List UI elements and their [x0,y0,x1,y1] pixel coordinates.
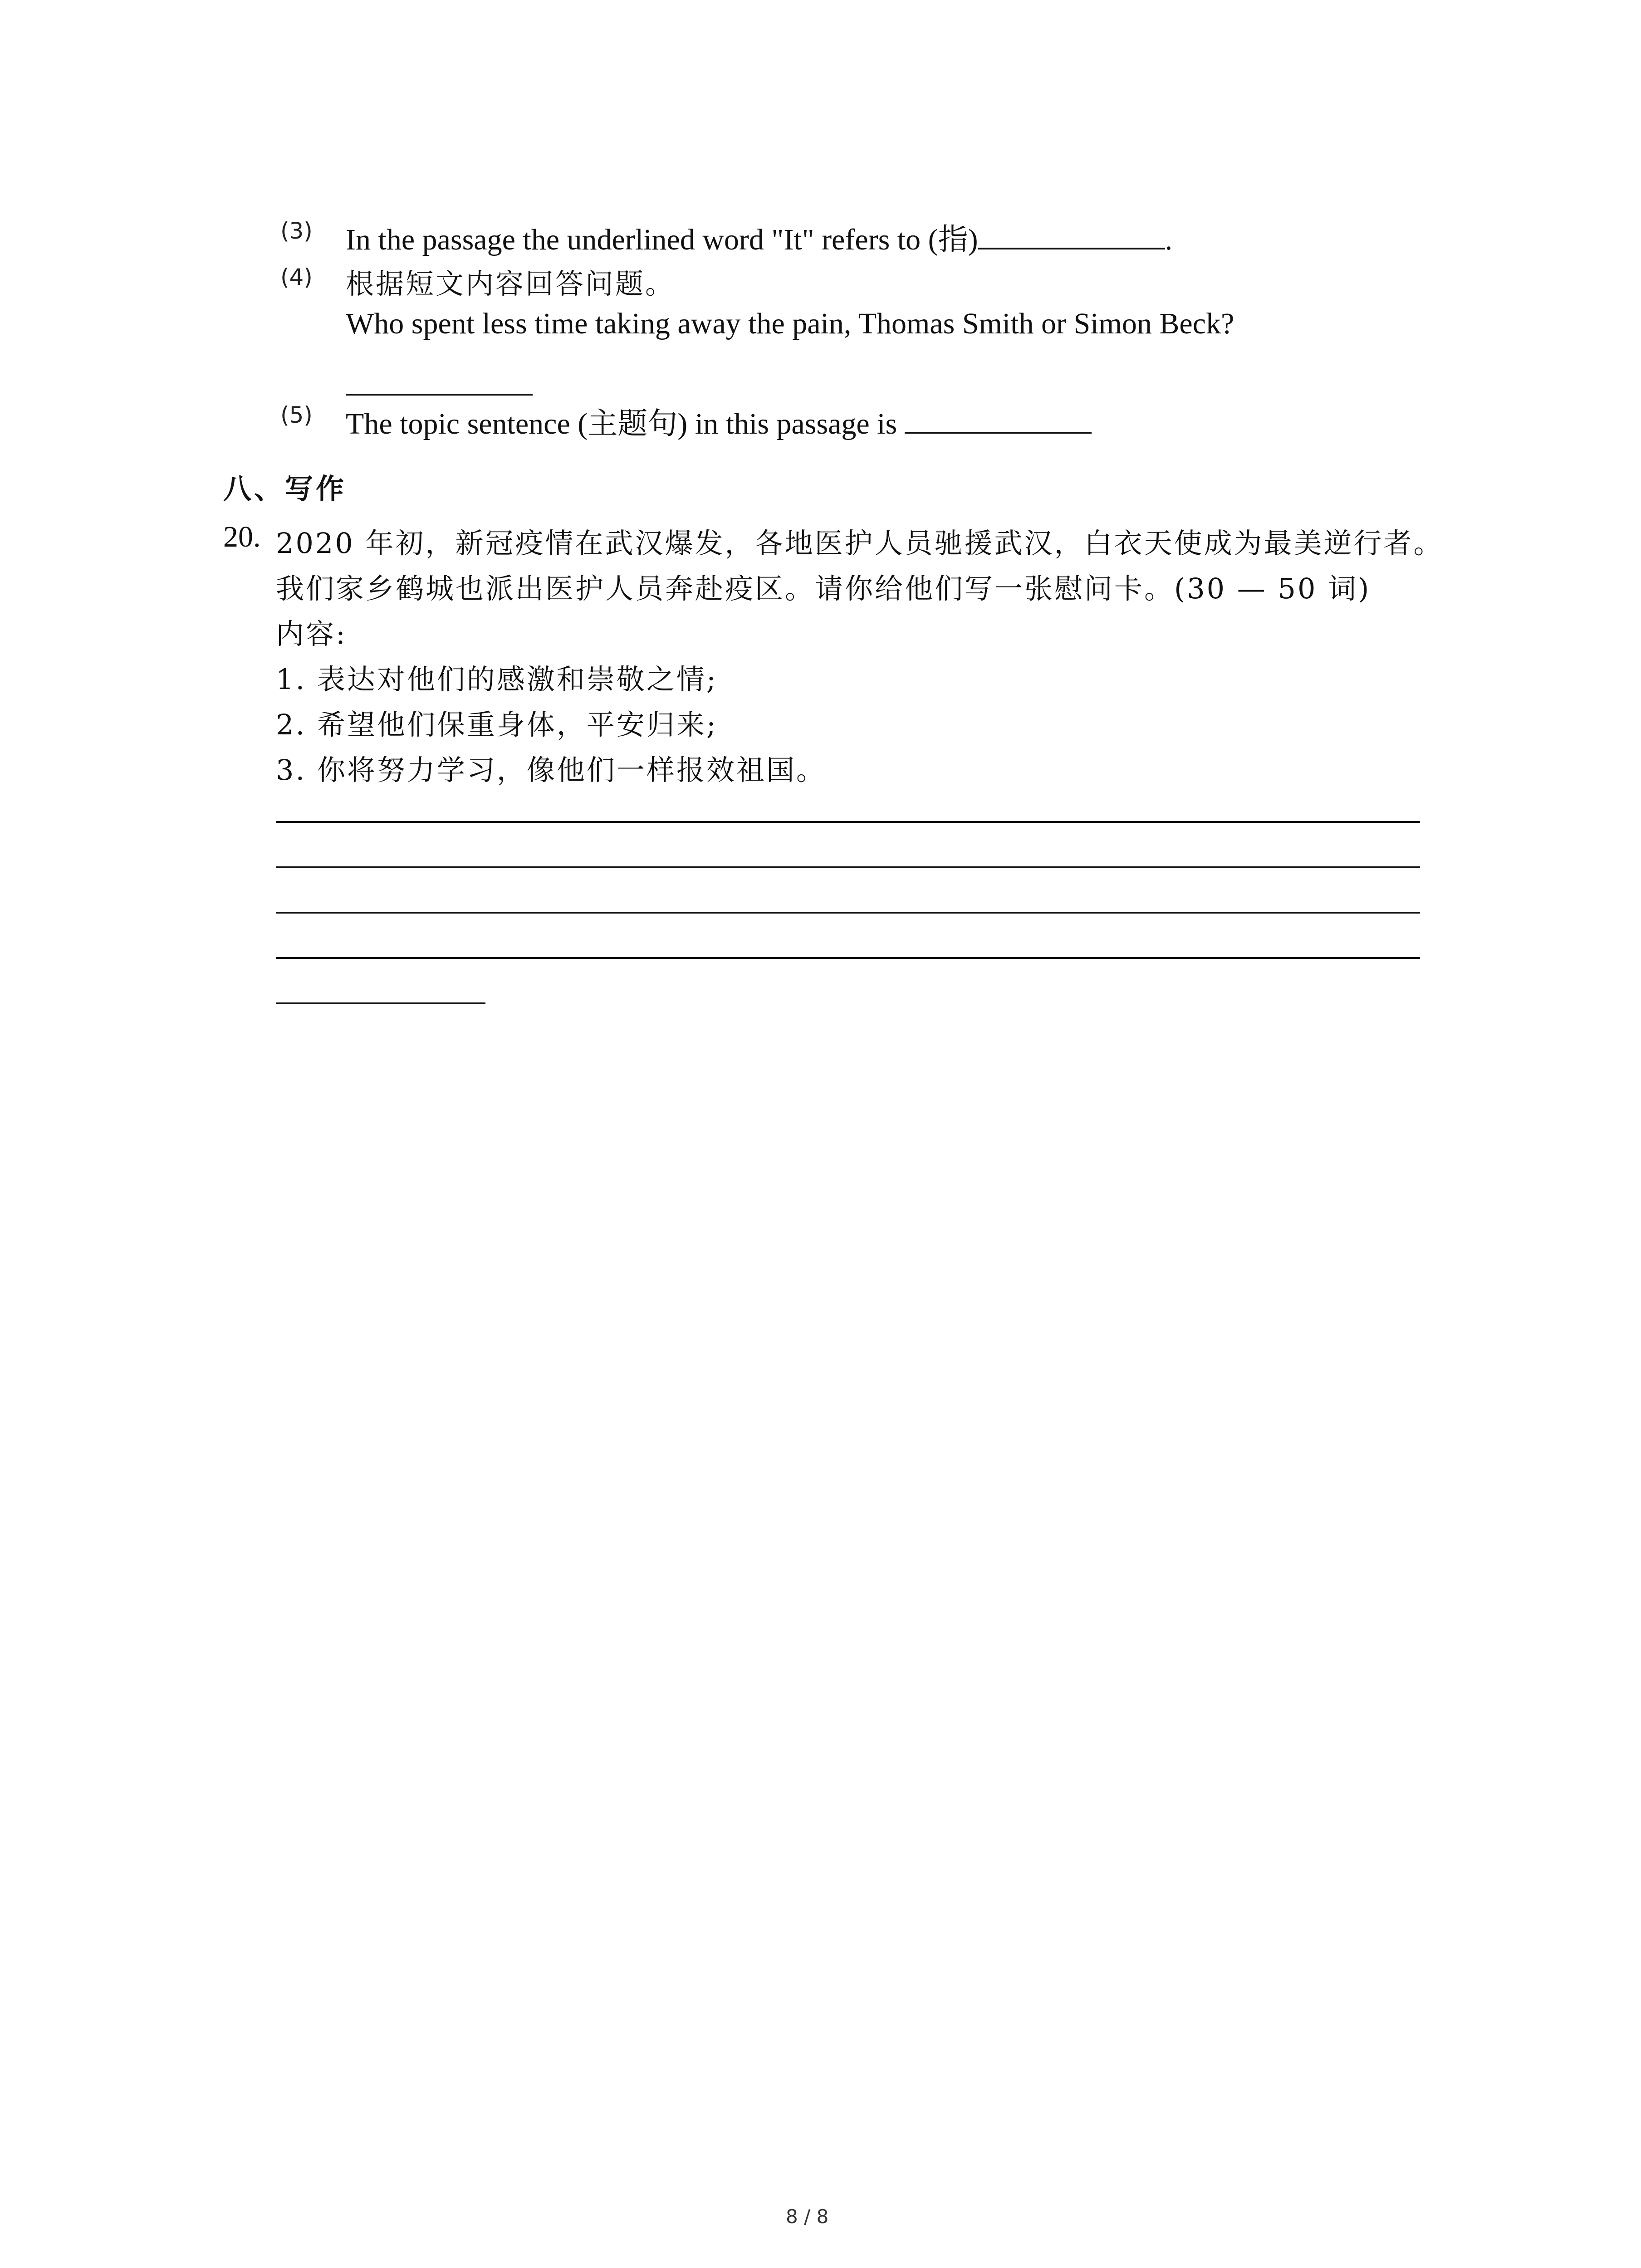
writing-line[interactable] [276,821,1420,823]
question-5-line [346,399,1092,442]
question-3-text: In the passage the underlined word "It" refers to (指) [346,223,978,256]
question-4-number: (4) [280,264,313,290]
writing-line[interactable] [276,866,1420,868]
item-20-point-3: 3. 你将努力学习，像他们一样报效祖国。 [276,753,826,787]
question-3-number: (3) [280,218,313,244]
item-20-content-label: 内容: [276,617,347,650]
question-5-number: (5) [280,402,313,428]
item-20-prompt-line2: 我们家乡鹤城也派出医护人员奔赴疫区。请你给他们写一张慰问卡。(30 — 50 词) [276,572,1371,605]
question-4-question: Who spent less time taking away the pain, Thomas Smith or Simon Beck? [346,307,1234,340]
question-4-instruction: 根据短文内容回答问题。 [346,267,676,300]
writing-line-short[interactable] [276,1002,485,1004]
item-20-prompt-line1: 2020 年初，新冠疫情在武汉爆发，各地医护人员驰援武汉，白衣天使成为最美逆行者。 [276,527,1444,560]
item-20-point-1: 1. 表达对他们的感激和崇敬之情; [276,663,718,696]
question-5-answer-blank[interactable] [905,432,1092,434]
section-heading-writing: 八、写作 [223,472,347,505]
question-4-answer-blank[interactable] [346,394,533,396]
item-20-point-2: 2. 希望他们保重身体，平安归来; [276,708,718,741]
page-number: 8 / 8 [786,2205,829,2228]
question-5-text: The topic sentence (主题句) in this passage is [346,407,897,440]
item-20-number: 20. [223,520,261,553]
writing-line[interactable] [276,912,1420,914]
question-3-answer-blank[interactable] [978,248,1165,249]
writing-line[interactable] [276,957,1420,959]
question-3-line [346,215,1172,258]
question-3-period: . [1165,223,1173,256]
